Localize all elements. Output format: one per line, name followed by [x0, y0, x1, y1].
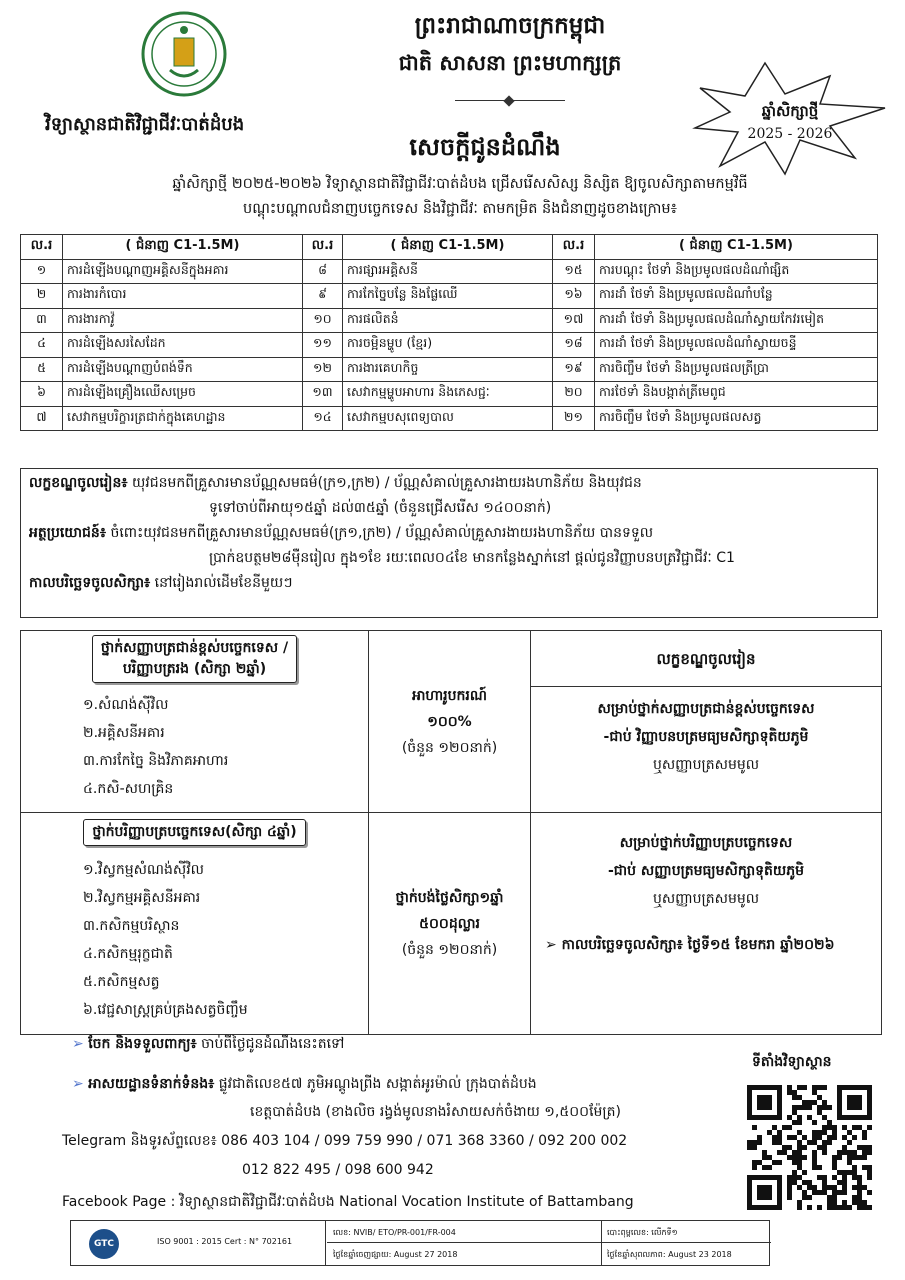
arrow-icon: ➢: [72, 1036, 89, 1052]
conditions-header: លក្ខខណ្ឌចូលរៀន: [531, 631, 881, 687]
badge-line1: ឆ្នាំសិក្សាថ្មី: [761, 102, 819, 120]
col-skill: ( ជំនាញ C1-1.5M): [63, 235, 303, 260]
conditions-label: លក្ខខណ្ឌចូលរៀន៖: [29, 475, 128, 491]
start-label: កាលបរិច្ឆេទចូលសិក្សា៖: [29, 575, 151, 591]
badge-line2: 2025 - 2026: [747, 126, 833, 142]
table-row: [21, 308, 878, 333]
hs-cond1: សម្រាប់ថ្នាក់សញ្ញាបត្រជាន់ខ្ពស់បច្ចេកទេស: [597, 701, 815, 717]
row-number: ២០: [553, 382, 595, 407]
row-number: ១៧: [553, 308, 595, 333]
bachelor-conditions: [531, 813, 882, 1035]
row-number: ៩: [303, 284, 343, 309]
national-motto: ជាតិ សាសនា ព្រះមហាក្សត្រ: [398, 50, 622, 75]
skill-name: ការចិញ្ចឹម ថែទាំ និងប្រមូលផលត្រីប្រា: [595, 357, 878, 382]
skill-name: សេវាកម្មម្ហូបអាហារ និងភេសជ្ជៈ: [343, 382, 553, 407]
row-number: ១១: [303, 333, 343, 358]
skills-table-header: [21, 235, 878, 260]
programs-table: [20, 630, 882, 1035]
skills-table: [20, 234, 878, 431]
doc-date1: ថ្ងៃខែឆ្នាំចេញផ្សាយ: August 27 2018: [333, 1250, 458, 1259]
intro-line2: បណ្តុះបណ្តាលជំនាញបច្ចេកទេស និងវិជ្ជាជីវៈ តាមកម្រិត និងជំនាញដូចខាងក្រោម៖: [243, 201, 677, 217]
new-year-badge: [690, 58, 890, 178]
skill-name: ការថែទាំ និងបង្កាត់ត្រីមេពូជ: [595, 382, 878, 407]
document-control-box: [70, 1220, 770, 1266]
row-number: ៧: [21, 406, 63, 431]
apply-text: ចាប់ពីថ្ងៃជូនដំណឹងនេះតទៅ: [201, 1036, 345, 1052]
higher-diploma-list: [21, 691, 368, 803]
skill-name: ការបណ្តុះ ថែទាំ និងប្រមូលផលដំណាំផ្សិត: [595, 259, 878, 284]
telegram-line2: 012 822 495 / 098 600 942: [242, 1162, 434, 1178]
facebook-line: Facebook Page : វិទ្យាស្ថានជាតិវិជ្ជាជីវៈបាត់ដំបង National Vocation Institute of Battambang: [62, 1194, 634, 1210]
benefit-text2: ប្រាក់ឧបត្ថម២៨ម៉ឺនរៀល ក្នុង១ខែ រយៈពេល០៤ខែ មានកន្លែងស្នាក់នៅ ផ្តល់ជូនវិញ្ញាបនបត្រវិជ្ជាជីវៈ C1: [209, 550, 735, 566]
bd-cond3: ឬសញ្ញាបត្រសមមូល: [652, 891, 760, 907]
list-item: ៦.វេជ្ជសាស្ត្រគ្រប់គ្រងសត្វចិញ្ចឹម: [83, 1002, 248, 1018]
fee-per-year: ថ្លៃសិក្សា១ឆ្នាំ: [435, 889, 504, 906]
fee-amount: ៥០០ដុល្លារ: [419, 915, 480, 932]
doc-code: លេខ: NVIB/ ETO/PR-001/FR-004: [333, 1228, 456, 1237]
bachelor-cell: [21, 813, 369, 1035]
col-skill: ( ជំនាញ C1-1.5M): [343, 235, 553, 260]
col-no: ល.រ: [21, 235, 63, 260]
doc-rev: បោះពុម្ពលេខ: លើកទី១: [607, 1228, 678, 1237]
skill-name: ការដាំ ថែទាំ និងប្រមូលផលដំណាំស្វាយកែវរមៀត: [595, 308, 878, 333]
col-skill: ( ជំនាញ C1-1.5M): [595, 235, 878, 260]
table-row: [21, 284, 878, 309]
skill-name: ការងារគេហកិច្ច: [343, 357, 553, 382]
list-item: ២.វិស្វកម្មអគ្គិសនីអគារ: [83, 890, 201, 906]
table-row: [21, 357, 878, 382]
row-number: ១៨: [553, 333, 595, 358]
row-number: ១០: [303, 308, 343, 333]
row-number: ១២: [303, 357, 343, 382]
list-item: ១.សំណង់ស៊ីវិល: [83, 697, 169, 713]
skill-name: សេវាកម្មបរិក្ខារត្រជាក់ក្នុងគេហដ្ឋាន: [63, 406, 303, 431]
col-no: ល.រ: [553, 235, 595, 260]
location-label: ទីតាំងវិទ្យាស្ថាន: [752, 1054, 832, 1070]
skill-name: ការផលិតនំ: [343, 308, 553, 333]
skill-name: ការដំឡើងគ្រឿងឈើសម្រេច: [63, 382, 303, 407]
list-item: ៤.កសិកម្មរុក្ខជាតិ: [83, 946, 173, 962]
list-item: ២.អគ្គិសនីអគារ: [83, 725, 165, 741]
intro-text: [60, 172, 860, 222]
kingdom-title: ព្រះរាជាណាចក្រកម្ពុជា: [414, 12, 606, 39]
skill-name: ការដាំ ថែទាំ និងប្រមូលផលដំណាំស្វាយចន្ទី: [595, 333, 878, 358]
table-row: [21, 259, 878, 284]
higher-diploma-conditions: [531, 631, 882, 813]
row-number: ១៥: [553, 259, 595, 284]
telegram-line: Telegram និងទូរស័ព្ទលេខ៖ 086 403 104 / 099 759 990 / 071 368 3360 / 092 200 002: [62, 1133, 628, 1149]
higher-diploma-cell: [21, 631, 369, 813]
skill-name: ការដាំ ថែទាំ និងប្រមូលផលដំណាំបន្លែ: [595, 284, 878, 309]
fee-cell: [369, 813, 531, 1035]
scholarship-label: អាហារូបករណ៍: [412, 687, 487, 704]
row-number: ៥: [21, 357, 63, 382]
conditions-text2: ទូទៅចាប់ពីអាយុ១៥ឆ្នាំ ដល់៣៥ឆ្នាំ (ចំនួនជ្រើសរើស ១៤០០នាក់): [209, 500, 552, 516]
skill-name: សេវាកម្មបសុពេទ្យបាល: [343, 406, 553, 431]
row-number: ១៦: [553, 284, 595, 309]
skill-name: ការកែច្នៃបន្លែ និងផ្លែឈើ: [343, 284, 553, 309]
skill-name: ការចម្អិនម្ហូប (ខ្មែរ): [343, 333, 553, 358]
institute-name: វិទ្យាស្ថានជាតិវិជ្ជាជីវៈបាត់ដំបង: [45, 114, 245, 135]
conditions-text1: យុវជនមកពីគ្រួសារមានប័ណ្ណសមធម៌(ក្រ១,ក្រ២) / ប័ណ្ណសំគាល់គ្រួសារងាយរងហានិភ័យ និងយុវជន: [131, 475, 642, 491]
list-item: ៤.កសិ-សហគ្រិន: [83, 781, 174, 797]
address-2: ខេត្តបាត់ដំបង (ខាងលិច រង្វង់មូលនាងរំសាយសក់ចំងាយ ១,៥០០ម៉ែត្រ): [250, 1104, 621, 1120]
institute-logo: [140, 10, 228, 98]
skill-name: ការងារកំបោរ: [63, 284, 303, 309]
conditions-box: [20, 468, 878, 618]
skill-name: ការដំឡើងសរសៃដែក: [63, 333, 303, 358]
row-number: ២: [21, 284, 63, 309]
row-number: ១៤: [303, 406, 343, 431]
bachelor-list: [21, 856, 368, 1024]
scholarship-percent: ១០០%: [427, 713, 472, 730]
start-text: នៅរៀងរាល់ដើមខែនីមួយៗ: [154, 575, 293, 591]
skill-name: ការដំឡើងបណ្តាញបំពង់ទឹក: [63, 357, 303, 382]
qr-code[interactable]: [742, 1080, 877, 1215]
table-row: [21, 406, 878, 431]
iso-cert: ISO 9001 : 2015 Cert : N° 702161: [157, 1237, 293, 1246]
benefit-text1: ចំពោះយុវជនមកពីគ្រួសារមានប័ណ្ណសមធម៌(ក្រ១,ក្រ២) / ប័ណ្ណសំគាល់គ្រួសារងាយរងហានិភ័យ បានទទួល: [110, 525, 654, 541]
apply-line: [72, 1034, 344, 1055]
row-number: ១៩: [553, 357, 595, 382]
gtc-logo: GTC: [89, 1229, 119, 1259]
fee-count: (ចំនួន ១២០នាក់): [401, 941, 498, 958]
ornament-divider: [455, 100, 565, 103]
hs-cond3: ឬសញ្ញាបត្រសមមូល: [652, 757, 760, 773]
row-number: ៨: [303, 259, 343, 284]
fee-label: ថ្នាក់បង់: [395, 889, 436, 906]
bd-start: កាលបរិច្ឆេទចូលសិក្សា៖ ថ្ងៃទី១៥ ខែមករា ឆ្នាំ២០២៦: [561, 937, 835, 953]
bd-cond1: សម្រាប់ថ្នាក់បរិញ្ញាបត្របច្ចេកទេស: [619, 835, 793, 851]
address-label: អាសយដ្ឋានទំនាក់ទំនង៖: [88, 1076, 215, 1092]
address-line: [72, 1070, 722, 1126]
bachelor-title: ថ្នាក់បរិញ្ញាបត្របច្ចេកទេស(សិក្សា ៤ឆ្នាំ): [83, 819, 305, 846]
scholarship-count: (ចំនួន ១២០នាក់): [401, 739, 498, 756]
skill-name: ការដំឡើងបណ្តាញអគ្គិសនីក្នុងអគារ: [63, 259, 303, 284]
higher-diploma-title: ថ្នាក់សញ្ញាបត្រជាន់ខ្ពស់បច្ចេកទេស / បរិញ្ញាបត្ររង (សិក្សា ២ឆ្នាំ): [92, 635, 297, 683]
list-item: ៣.ការកែច្នៃ និងវិភាគអាហារ: [83, 753, 229, 769]
table-row: [21, 333, 878, 358]
list-item: ៣.កសិកម្មបរិស្ថាន: [83, 918, 180, 934]
row-number: ៤: [21, 333, 63, 358]
row-number: ៣: [21, 308, 63, 333]
bd-cond2: -ជាប់ សញ្ញាបត្រមធ្យមសិក្សាទុតិយភូមិ: [607, 863, 804, 879]
col-no: ល.រ: [303, 235, 343, 260]
table-row: [21, 382, 878, 407]
address-1: ផ្លូវជាតិលេខ៥៧ ភូមិអណ្តូងព្រីង សង្កាត់អូរម៉ាល់ ក្រុងបាត់ដំបង: [218, 1076, 537, 1092]
intro-line1: ឆ្នាំសិក្សាថ្មី ២០២៥-២០២៦ វិទ្យាស្ថានជាតិវិជ្ជាជីវៈបាត់ដំបង ជ្រើសរើសសិស្ស និស្សិត ឱ្យចូលសិក្សាតាមកម្មវិធី: [172, 176, 748, 192]
list-item: ៥.កសិកម្មសត្វ: [83, 974, 160, 990]
row-number: ១៣: [303, 382, 343, 407]
row-number: ៦: [21, 382, 63, 407]
apply-label: ចែក និងទទួលពាក្យ៖: [88, 1036, 197, 1052]
hs-cond2: -ជាប់ វិញ្ញាបនបត្រមធ្យមសិក្សាទុតិយភូមិ: [603, 729, 809, 745]
notice-title: សេចក្តីជូនដំណឹង: [409, 132, 561, 161]
row-number: ២១: [553, 406, 595, 431]
list-item: ១.វិស្វកម្មសំណង់ស៊ីវិល: [83, 862, 205, 878]
arrow-icon: ➢: [545, 937, 562, 953]
scholarship-cell: [369, 631, 531, 813]
benefit-label: អត្ថប្រយោជន៍៖: [29, 525, 106, 541]
row-number: ១: [21, 259, 63, 284]
doc-date2: ថ្ងៃខែឆ្នាំសុពលភាព: August 23 2018: [607, 1250, 732, 1259]
skill-name: ការងារកាវ៉ូ: [63, 308, 303, 333]
skill-name: ការចិញ្ចឹម ថែទាំ និងប្រមូលផលសត្វ: [595, 406, 878, 431]
arrow-icon: ➢: [72, 1076, 89, 1092]
skill-name: ការផ្សារអគ្គិសនី: [343, 259, 553, 284]
